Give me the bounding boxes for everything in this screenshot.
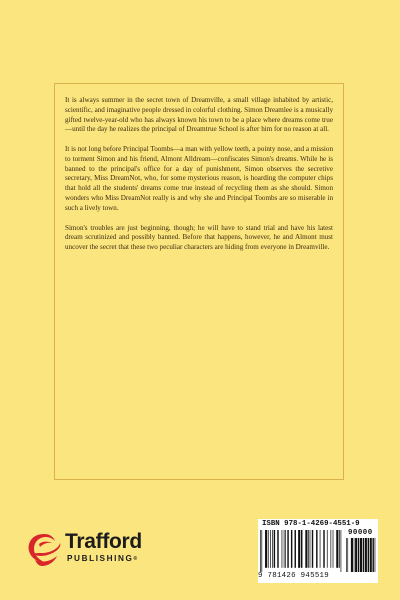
publisher-logo [25, 530, 165, 572]
barcode-bar [333, 530, 334, 568]
barcode-bar [351, 538, 353, 572]
ean-digits: 9 781426 945519 [258, 572, 330, 580]
barcode-bar [284, 530, 285, 568]
barcode-bar [368, 538, 369, 572]
barcode-bar [346, 538, 347, 572]
barcode-bar [260, 530, 261, 572]
registered-mark: ® [133, 556, 138, 562]
barcode-bar [375, 538, 376, 572]
barcode-bar [270, 530, 271, 568]
barcode-bar [265, 530, 267, 568]
barcode-bar [365, 538, 367, 572]
blurb-paragraph-3: Simon's troubles are just beginning, though; he will have to stand trial and have his latest dream scrutinized and possibly banned. Before that happens, however, he and Almont must uncover the secret that these two peculiar characters are hiding from everyone in Dreamville. [65, 223, 333, 252]
addon-barcode [346, 538, 376, 572]
barcode-bar [323, 530, 324, 568]
barcode-bar [316, 530, 317, 568]
barcode-bar [327, 530, 328, 568]
barcode-bar [347, 538, 348, 572]
barcode-bar [268, 530, 269, 568]
barcode-bar [336, 530, 338, 568]
barcode-bar [373, 538, 374, 572]
barcode-bar [358, 538, 359, 572]
barcode-bar [301, 530, 302, 568]
blurb-frame [54, 83, 344, 480]
barcode-bar [312, 530, 313, 568]
publisher-tagline: PUBLISHING® [67, 554, 138, 563]
barcode-bar [363, 538, 364, 572]
barcode-bar [308, 530, 309, 568]
barcode-bar [287, 530, 288, 568]
barcode-bar [330, 530, 331, 568]
trafford-swirl-icon [25, 530, 63, 570]
barcode-panel [258, 519, 378, 583]
barcode-bar [291, 530, 292, 568]
barcode-bar [285, 530, 286, 568]
barcode-bar [261, 530, 262, 572]
barcode-bar [295, 530, 296, 568]
publisher-name: Trafford [65, 530, 142, 553]
barcode-bar [274, 530, 275, 568]
barcode-bar [341, 530, 342, 572]
ean-barcode [260, 530, 342, 572]
blurb-paragraph-1: It is always summer in the secret town of Dreamville, a small village inhabited by artistic, scientific, and imaginative people dressed in colorful clothing. Simon Dreamlee is a musically gifted twelve-year-old who has always known his town to be a place where dreams come true—until the day he realizes the principal of Dreamtrue School is after him for no reason at all. [65, 96, 333, 134]
barcode-bar [298, 530, 300, 568]
barcode-bar [282, 530, 283, 568]
barcode-bar [305, 530, 307, 568]
barcode-bar [370, 538, 372, 572]
barcode-bar [339, 530, 340, 568]
barcode-bar [272, 530, 273, 568]
barcode-bar [277, 530, 278, 568]
blurb-paragraph-2: It is not long before Principal Toombs—a man with yellow teeth, a pointy nose, and a mission to torment Simon and his friend, Almont Alldream—confiscates Simon's dreams. While he is banned to the principal's office for a day of punishment, Simon observes the secretive secretary, Miss DreamNot, who, for some mysterious reason, is hoarding the computer chips that hold all the students' dreams come true instead of recycling them as she should. Simon wonders who Miss DreamNot really is and why she and Principal Toombs are so miserable in such a lively town. [65, 145, 333, 212]
barcode-bar [320, 530, 321, 568]
barcode-bar [354, 538, 355, 572]
isbn-label: ISBN 978-1-4269-4551-9 [262, 520, 360, 528]
barcode-bar [360, 538, 362, 572]
barcode-bar [310, 530, 311, 568]
price-addon-number: 90000 [348, 529, 373, 537]
barcode-bar [355, 538, 357, 572]
